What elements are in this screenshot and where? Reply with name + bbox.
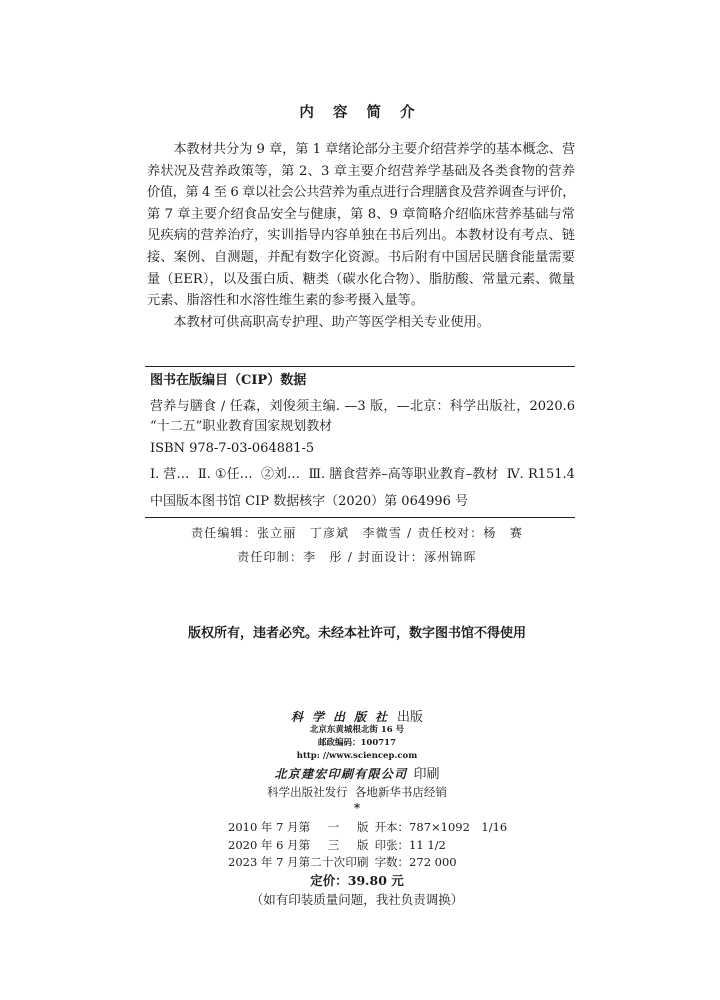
cip-isbn-line: ISBN 978-7-03-064881-5	[150, 441, 315, 456]
cip-class-item: Ⅰ. 营…	[150, 467, 190, 482]
edition-date: 2010 年 7 月	[228, 820, 299, 834]
intro-line: 第 7 章主要介绍食品安全与健康，第 8、9 章简略介绍临床营养基础与常	[147, 206, 575, 222]
cip-bottom-rule	[145, 517, 575, 518]
intro-line: 量（EER），以及蛋白质、糖类（碳水化合物）、脂肪酸、常量元素、微量	[147, 271, 575, 287]
cip-title-line: 营养与膳食 / 任森，刘俊须主编. —3 版，—北京：科学出版社，2020.6	[150, 399, 575, 414]
edition-date: 2023 年 7 月	[228, 855, 299, 869]
cip-record-number: 中国版本图书馆 CIP 数据核字（2020）第 064996 号	[150, 494, 469, 509]
publisher-info	[0, 724, 714, 763]
intro-line: 价值，第 4 至 6 章以社会公共营养为重点进行合理膳食及营养调查与评价，	[147, 185, 575, 201]
publisher-postal-code: 邮政编码：100717	[318, 738, 396, 748]
credits-editors: 责任编辑：张立丽 丁彦斌 李微雪 / 责任校对：杨 赛	[190, 526, 524, 540]
edition-number: 第二十次印刷	[298, 855, 369, 869]
intro-title: 内 容 简 介	[299, 104, 422, 121]
publisher-logo-name: 科学出版社	[290, 710, 396, 724]
edition-spec: 开本：787×1092 1/16	[374, 820, 508, 834]
cip-classification	[150, 465, 575, 485]
intro-usage-paragraph: 本教材可供高职高专护理、助产等医学相关专业使用。	[173, 314, 490, 330]
intro-body	[147, 139, 575, 333]
printer-line	[0, 764, 714, 784]
cip-class-item: Ⅲ. 膳食营养–高等职业教育–教材	[308, 467, 499, 482]
edition-number: 第 三 版	[298, 837, 369, 852]
edition-date: 2020 年 6 月	[228, 837, 299, 852]
intro-line: 养状况及营养政策等，第 2、3 章主要介绍营养学基础及各类食物的营养	[147, 163, 575, 179]
publisher-url: http: //www.sciencep.com	[296, 751, 418, 761]
intro-line: 本教材共分为 9 章，第 1 章绪论部分主要介绍营养学的基本概念、营	[173, 142, 575, 157]
cip-series-line: “十二五”职业教育国家规划教材	[150, 419, 333, 434]
publisher-address: 北京东黄城根北街 16 号	[309, 725, 405, 735]
cip-class-item: Ⅳ. R151.4	[506, 467, 575, 482]
cip-block	[150, 371, 575, 512]
publisher-suffix: 出版	[397, 710, 424, 725]
edition-spec: 字数：272 000	[374, 855, 457, 869]
distribution-line: 科学出版社发行 各地新华书店经销	[267, 785, 447, 799]
intro-line: 见疾病的营养治疗，实训指导内容单独在书后列出。本教材设有考点、链	[147, 228, 575, 244]
edition-spec: 印张：11 1/2	[374, 837, 446, 852]
printer-name: 北京建宏印刷有限公司	[274, 767, 408, 781]
separator-asterisk: *	[353, 801, 361, 815]
copyright-notice: 版权所有，违者必究。未经本社许可，数字图书馆不得使用	[187, 626, 526, 641]
credits-production: 责任印制：李 彤 / 封面设计：涿州锦晖	[237, 550, 477, 564]
edition-table	[228, 819, 507, 872]
edition-number: 第 一 版	[298, 820, 369, 834]
cip-top-rule	[145, 366, 575, 367]
cip-class-item: Ⅱ. ①任…	[197, 467, 253, 482]
intro-line: 接、案例、自测题，并配有数字化资源。书后附有中国居民膳食能量需要	[147, 249, 575, 265]
quality-notice: （如有印装质量问题，我社负责调换）	[250, 892, 464, 907]
cip-class-item: ②刘…	[261, 467, 301, 482]
intro-line: 元素、脂溶性和水溶性维生素的参考摄入量等。	[147, 293, 424, 309]
price: 定价：39.80 元	[310, 873, 404, 888]
cip-heading: 图书在版编目（CIP）数据	[150, 373, 307, 388]
printer-suffix: 印刷	[413, 767, 440, 782]
